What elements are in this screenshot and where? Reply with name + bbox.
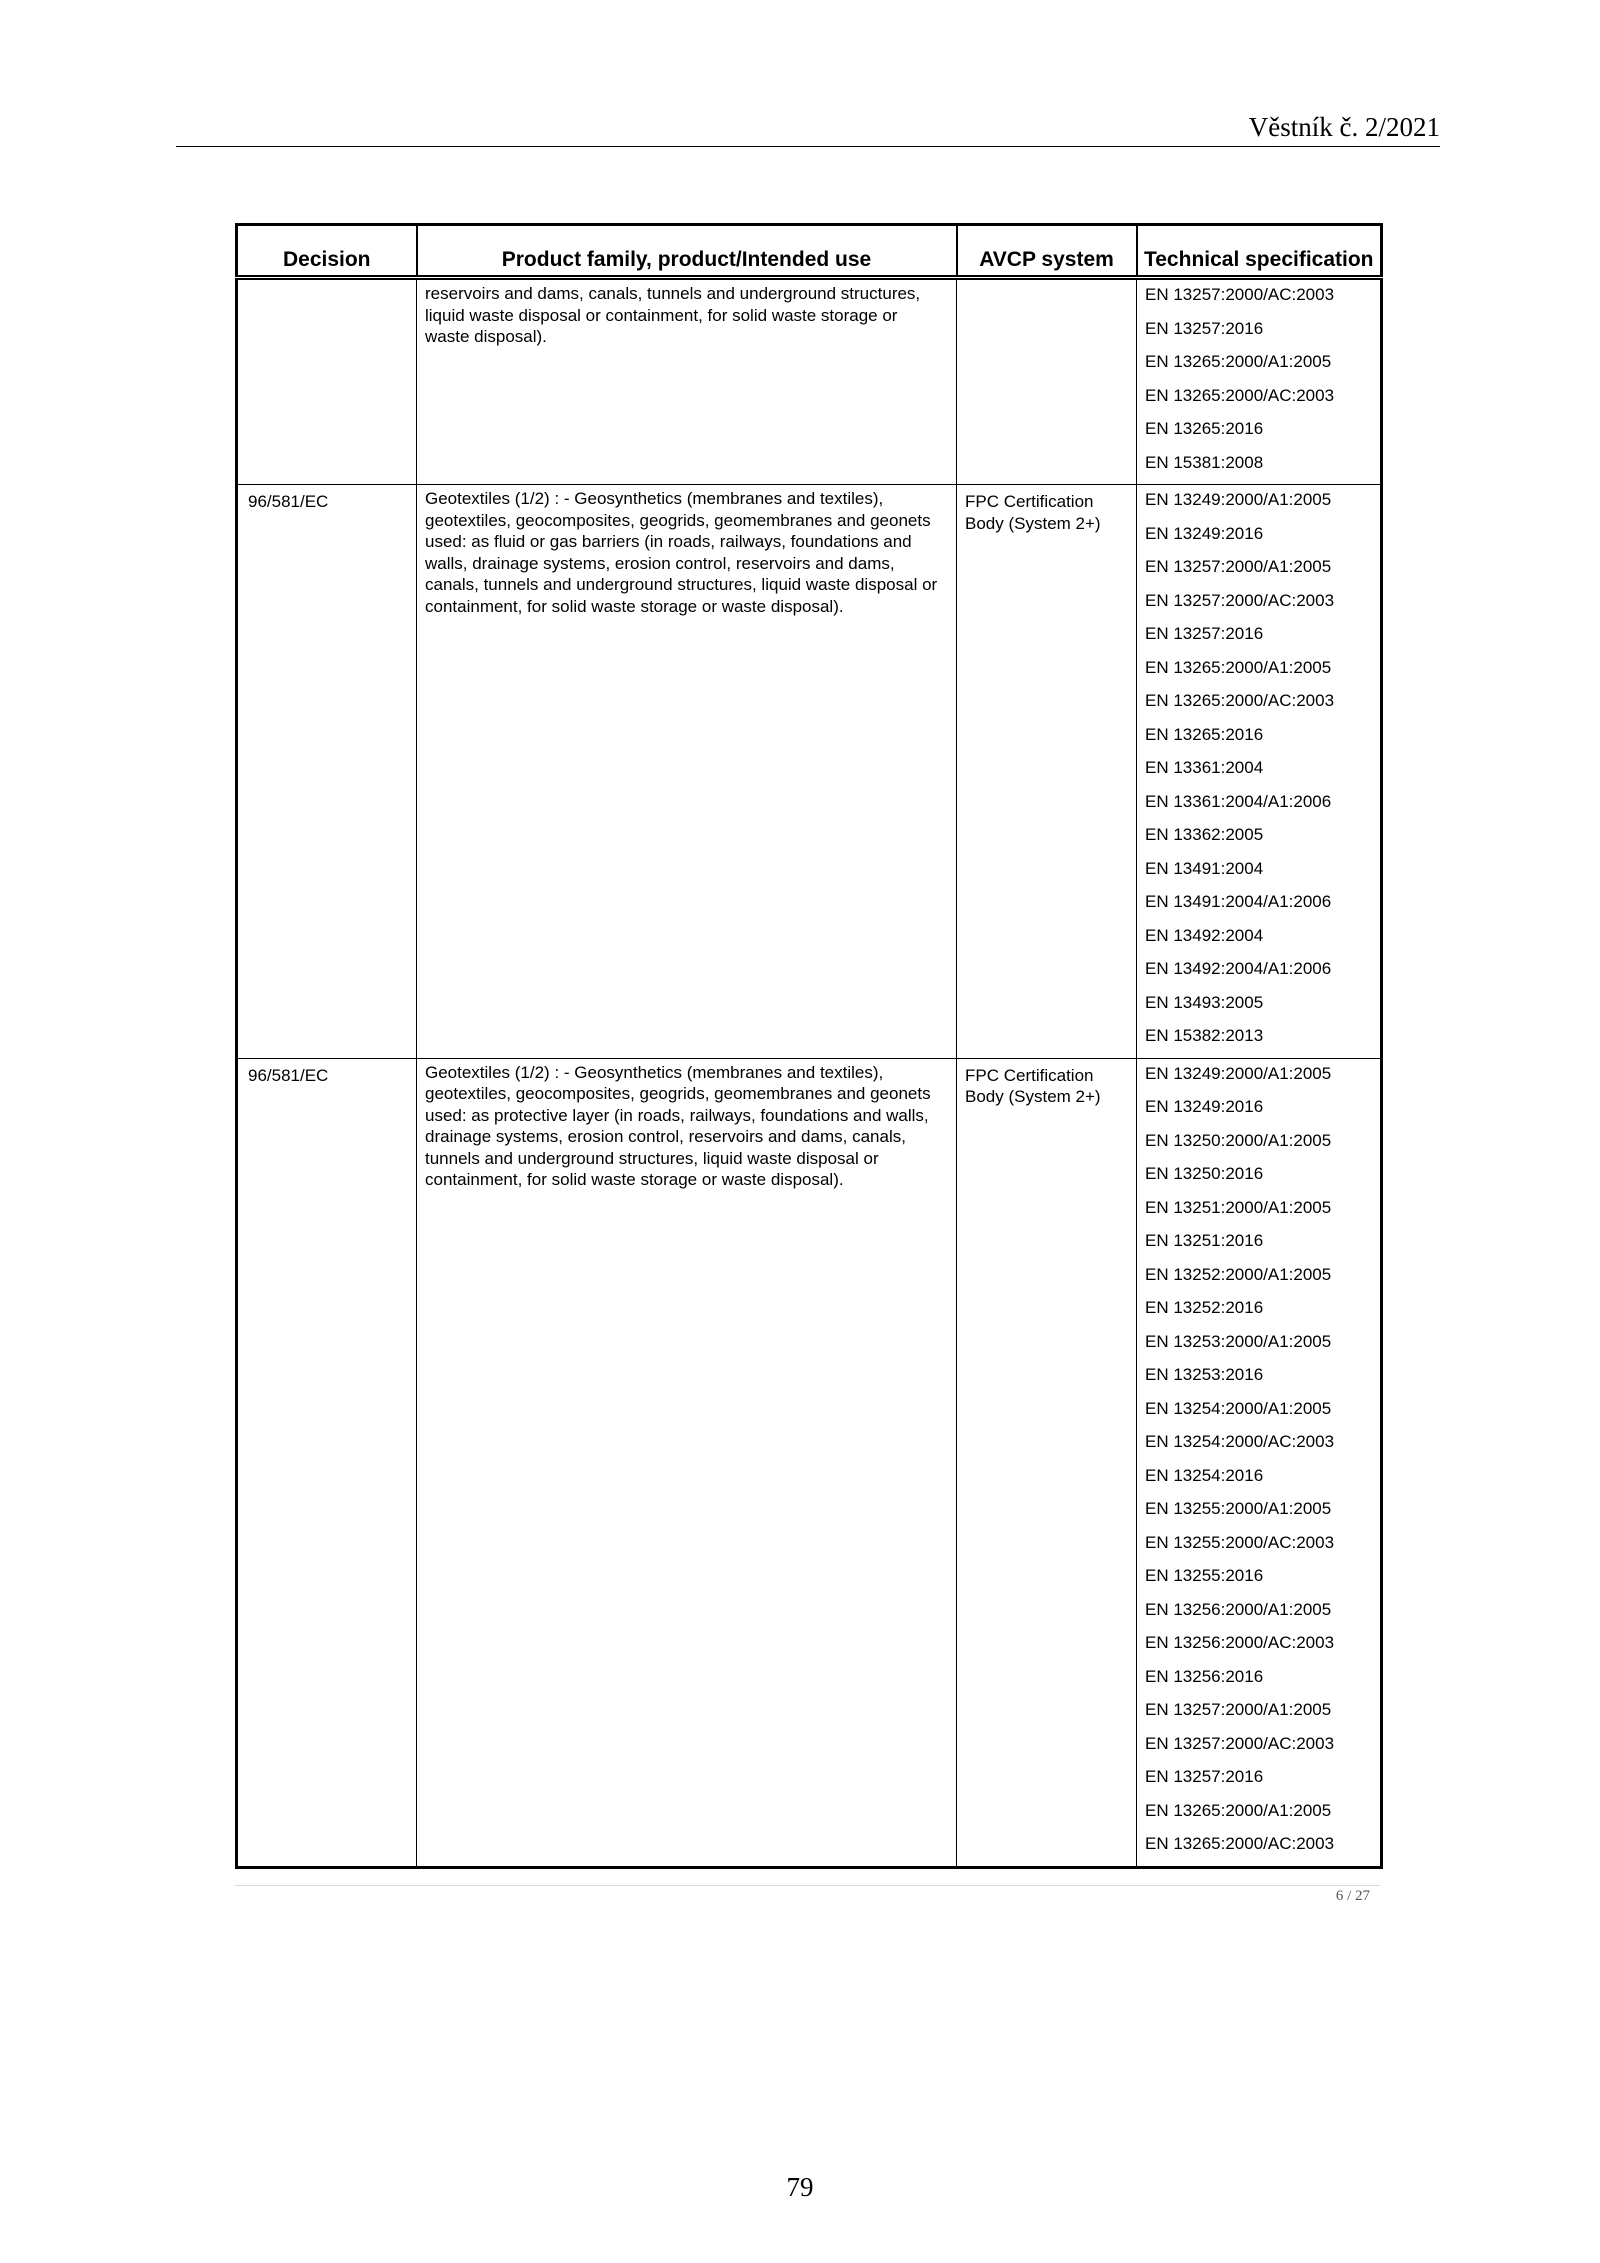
specification-item: EN 13249:2000/A1:2005: [1145, 1063, 1332, 1083]
table-header-row: [237, 225, 1382, 278]
specification-cell: [1137, 485, 1382, 1059]
table-row: [237, 278, 1382, 485]
specification-item: EN 13361:2004/A1:2006: [1145, 791, 1332, 811]
table-row: [237, 485, 1382, 1059]
specification-item: EN 13252:2016: [1145, 1298, 1264, 1317]
specification-item: EN 13492:2004: [1145, 925, 1264, 945]
specification-item: EN 13253:2016: [1145, 1365, 1264, 1384]
column-header-specification: Technical specification: [1137, 225, 1382, 278]
specification-item: EN 13257:2000/AC:2003: [1145, 590, 1335, 610]
decision-cell: 96/581/EC: [237, 1058, 417, 1867]
specification-item: EN 13251:2000/A1:2005: [1145, 1197, 1332, 1217]
column-header-avcp: AVCP system: [957, 225, 1137, 278]
table-row: [237, 1058, 1382, 1867]
specification-item: EN 13257:2000/AC:2003: [1145, 1733, 1335, 1753]
specification-item: EN 13252:2000/A1:2005: [1145, 1264, 1332, 1284]
specification-item: EN 13253:2000/A1:2005: [1145, 1331, 1332, 1351]
specification-item: EN 13256:2016: [1145, 1666, 1264, 1686]
specification-item: EN 15381:2008: [1145, 452, 1264, 472]
specification-cell: [1137, 1058, 1382, 1867]
specification-item: EN 13257:2000/AC:2003: [1145, 285, 1335, 304]
specification-item: EN 13249:2016: [1145, 523, 1264, 543]
page-counter: 6 / 27: [1335, 1888, 1370, 1904]
specification-item: EN 13255:2000/AC:2003: [1145, 1532, 1335, 1552]
table-body: [237, 278, 1382, 1868]
avcp-cell: FPC Certification Body (System 2+): [957, 485, 1137, 1059]
specification-item: EN 13493:2005: [1145, 992, 1264, 1012]
column-header-decision: Decision: [237, 225, 417, 278]
specification-item: EN 13265:2000/AC:2003: [1145, 385, 1335, 405]
specification-item: EN 15382:2013: [1145, 1026, 1264, 1045]
specification-item: EN 13254:2016: [1145, 1465, 1264, 1485]
specification-item: EN 13257:2016: [1145, 318, 1264, 338]
specification-item: EN 13249:2000/A1:2005: [1145, 490, 1332, 509]
specification-item: EN 13257:2016: [1145, 624, 1264, 643]
specification-item: EN 13251:2016: [1145, 1231, 1264, 1250]
specification-item: EN 13265:2016: [1145, 419, 1264, 438]
specification-item: EN 13265:2000/A1:2005: [1145, 352, 1332, 371]
specification-item: EN 13265:2000/AC:2003: [1145, 691, 1335, 710]
specification-item: EN 13255:2016: [1145, 1566, 1264, 1585]
specification-cell: [1137, 278, 1382, 485]
specification-item: EN 13249:2016: [1145, 1097, 1264, 1116]
decision-cell: 96/581/EC: [237, 485, 417, 1059]
specification-item: EN 13257:2000/A1:2005: [1145, 557, 1332, 576]
avcp-cell: FPC Certification Body (System 2+): [957, 1058, 1137, 1867]
product-cell: Geotextiles (1/2) : - Geosynthetics (membranes and textiles), geotextiles, geocomposites, geogrids, geomembranes and geonets used: as fluid or gas barriers (in roads, railways, foundations and walls, drainage systems, erosion control, reservoirs and dams, canals, tunnels and underground structures, liquid waste disposal or containment, for solid waste storage or waste disposal).: [417, 485, 957, 1059]
specification-item: EN 13362:2005: [1145, 825, 1264, 844]
specification-item: EN 13492:2004/A1:2006: [1145, 959, 1332, 978]
specification-item: EN 13256:2000/AC:2003: [1145, 1633, 1335, 1652]
product-cell: reservoirs and dams, canals, tunnels and underground structures, liquid waste disposal or containment, for solid waste storage or waste disposal).: [417, 278, 957, 485]
specification-item: EN 13257:2000/A1:2005: [1145, 1700, 1332, 1719]
specification-item: EN 13265:2000/A1:2005: [1145, 1800, 1332, 1820]
specification-item: EN 13265:2000/A1:2005: [1145, 657, 1332, 677]
avcp-cell: [957, 278, 1137, 485]
specification-item: EN 13250:2000/A1:2005: [1145, 1130, 1332, 1150]
specification-item: EN 13254:2000/A1:2005: [1145, 1398, 1332, 1418]
specification-item: EN 13361:2004: [1145, 758, 1264, 777]
specification-item: EN 13250:2016: [1145, 1164, 1264, 1183]
specification-item: EN 13491:2004: [1145, 858, 1264, 878]
specification-item: EN 13256:2000/A1:2005: [1145, 1599, 1332, 1619]
footer-rule: [235, 1885, 1380, 1886]
specification-item: EN 13255:2000/A1:2005: [1145, 1499, 1332, 1518]
product-cell: Geotextiles (1/2) : - Geosynthetics (membranes and textiles), geotextiles, geocomposites, geogrids, geomembranes and geonets used: as protective layer (in roads, railways, foundations and walls, drainage systems, erosion control, reservoirs and dams, canals, tunnels and underground structures, liquid waste disposal or containment, for solid waste storage or waste disposal).: [417, 1058, 957, 1867]
specification-table: [235, 223, 1383, 1869]
specification-item: EN 13265:2000/AC:2003: [1145, 1834, 1335, 1853]
decision-cell: [237, 278, 417, 485]
specification-item: EN 13254:2000/AC:2003: [1145, 1432, 1335, 1451]
header-rule: [176, 146, 1440, 147]
journal-title: Věstník č. 2/2021: [1248, 112, 1440, 142]
specification-item: EN 13257:2016: [1145, 1767, 1264, 1786]
specification-item: EN 13491:2004/A1:2006: [1145, 892, 1332, 911]
page-number: 79: [786, 2172, 814, 2202]
column-header-product: Product family, product/Intended use: [417, 225, 957, 278]
specification-item: EN 13265:2016: [1145, 724, 1264, 744]
